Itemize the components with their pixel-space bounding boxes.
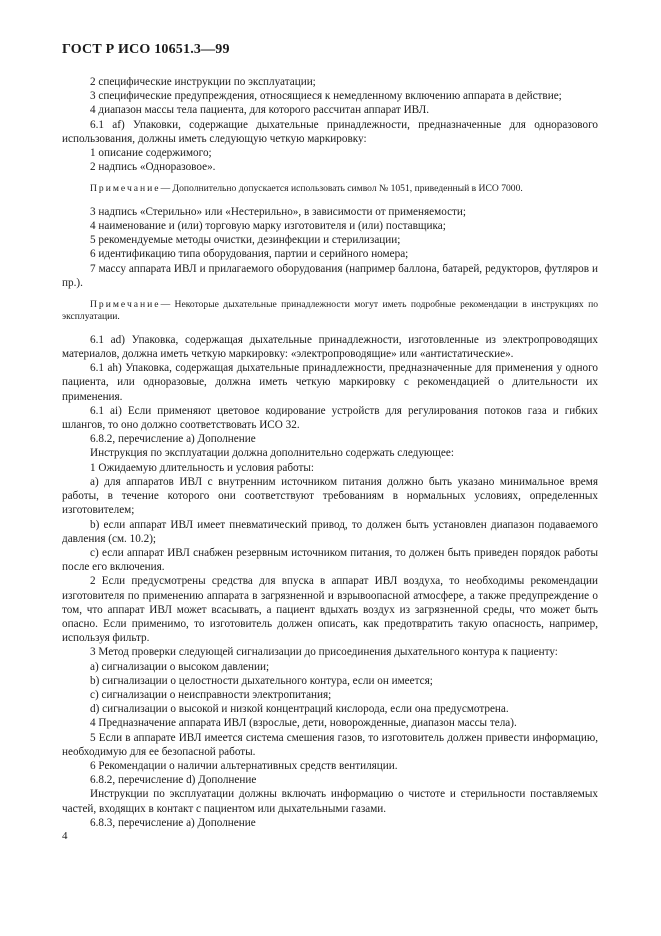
page-number: 4 [62,830,68,842]
paragraph: 3 Метод проверки следующей сигнализации до присоединения дыхательного контура к пациенту: [90,646,558,659]
document-header: ГОСТ Р ИСО 10651.3—99 [62,42,230,57]
paragraph: 4 Предназначение аппарата ИВЛ (взрослые, дети, новорожденные, диапазон массы тела). [90,717,517,730]
paragraph: 1 Ожидаемую длительность и условия работы: [90,461,314,474]
paragraph: 2 надпись «Одноразовое». [90,161,216,174]
paragraph: 4 наименование и (или) торговую марку изготовителя и (или) поставщика; [90,220,446,233]
paragraph: 4 диапазон массы тела пациента, для которого рассчитан аппарат ИВЛ. [90,104,430,117]
paragraph: 6.1 ad) Упаковка, содержащая дыхательные принадлежности, изготовленные из электропроводящих материалов, должна иметь четкую маркировку: «электропроводящие» или «антистатические». [62,333,598,361]
note-label: Примечание [90,183,161,195]
paragraph: Инструкция по эксплуатации должна дополнительно содержать следующее: [90,447,454,460]
paragraph: с) если аппарат ИВЛ снабжен резервным источником питания, то должен быть приведен порядок работы после его включения. [62,546,598,574]
paragraph: b) если аппарат ИВЛ имеет пневматический привод, то должен быть установлен диапазон подаваемого давления (см. 10.2); [62,518,598,545]
paragraph: 5 рекомендуемые методы очистки, дезинфекции и стерилизации; [90,234,401,247]
paragraph: 3 надпись «Стерильно» или «Нестерильно», в зависимости от применяемости; [90,205,467,218]
paragraph: 7 массу аппарата ИВЛ и прилагаемого оборудования (например баллона, батарей, редукторов, футляров и пр.). [62,262,598,289]
paragraph: с) сигнализации о неисправности электропитания; [90,688,332,701]
note-text: — Некоторые дыхательные принадлежности могут иметь подробные рекомендации в инструкциях по эксплуатации. [62,299,598,323]
paragraph: 6.8.3, перечисление а) Дополнение [90,816,256,829]
paragraph: 6.1 af) Упаковки, содержащие дыхательные принадлежности, предназначенные для одноразового использования, должны иметь следующую четкую маркировку: [62,118,598,145]
paragraph: 5 Если в аппарате ИВЛ имеется система смешения газов, то изготовитель должен привести информацию, необходимую для ее безопасной работы. [62,731,598,758]
paragraph: 1 описание содержимого; [90,147,212,160]
note-label: Примечание [90,299,161,311]
paragraph: а) для аппаратов ИВЛ с внутренним источником питания должно быть указано минимальное время работы, в течение которого они соответствуют требованиям в нормальных условиях, определенных изготовителем; [62,475,598,517]
paragraph: 6 Рекомендации о наличии альтернативных средств вентиляции. [90,759,398,772]
page-body [62,75,598,830]
paragraph: 6.1 ah) Упаковка, содержащая дыхательные принадлежности, предназначенные для применения у одного пациента, или одноразовые, должна иметь четкую маркировку с рекомендацией о длительности их применения. [62,362,598,403]
note-paragraph [62,299,598,324]
paragraph: а) сигнализации о высоком давлении; [90,660,270,673]
note-paragraph [62,183,598,195]
paragraph: d) сигнализации о высокой и низкой концентраций кислорода, если она предусмотрена. [90,703,509,716]
paragraph: 6 идентификацию типа оборудования, партии и серийного номера; [90,248,409,261]
paragraph: 6.8.2, перечисление а) Дополнение [90,433,256,446]
paragraph: 2 Если предусмотрены средства для впуска в аппарат ИВЛ воздуха, то необходимы рекомендации изготовителя по применению аппарата в загрязненной и взрывоопасной атмосфере, а также предупреждение о том, что аппарат ИВЛ может всасывать, а пациент вдыхать воздух из загрязненной среды, что может быть опасно. Если применимо, то изготовитель должен описать, как предотвратить такую опасность, например, используя фильтр. [62,575,598,645]
paragraph: b) сигнализации о целостности дыхательного контура, если он имеется; [90,674,433,687]
note-text: — Дополнительно допускается использовать символ № 1051, приведенный в ИСО 7000. [160,183,523,195]
paragraph: 2 специфические инструкции по эксплуатации; [90,76,316,88]
paragraph: 3 специфические предупреждения, относящиеся к немедленному включению аппарата в действие; [90,90,562,103]
paragraph: 6.8.2, перечисление d) Дополнение [90,774,257,787]
paragraph: Инструкции по эксплуатации должны включать информацию о чистоте и стерильности поставляемых частей, входящих в контакт с пациентом или дыхательными газами. [62,788,598,815]
paragraph: 6.1 ai) Если применяют цветовое кодирование устройств для регулирования потоков газа и гибких шлангов, то оно должно соответствовать ИСО 32. [62,404,598,432]
